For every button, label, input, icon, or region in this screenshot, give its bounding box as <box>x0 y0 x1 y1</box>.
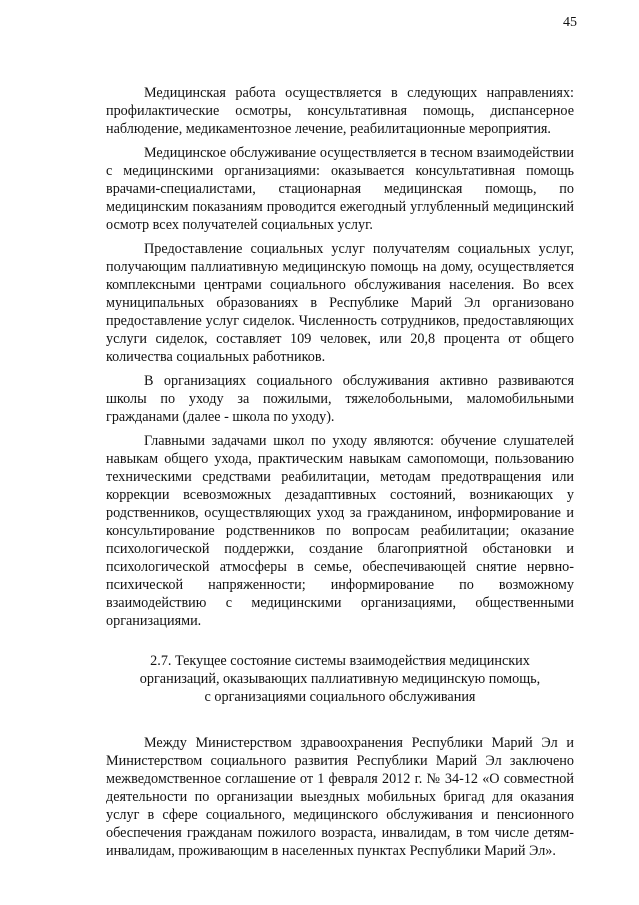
paragraph-school-tasks: Главными задачами школ по уходу являются: обучение слушателей навыкам общего ухода, практическим навыкам самопомощи, пользованию техническими средствами реабилитации, методам предотвращения или коррекции всевозможных дезадаптивных состояний, возникающих у родственников, осуществляющих уход за гражданином, информирование и консультирование родственников по вопросам реабилитации; оказание психологической поддержки, создание благоприятной обстановки и психологической атмосферы в семье, обеспечивающей снятие нервно-психической напряженности; информирование по возможному взаимодействию с медицинскими организациями, общественными организациями. <box>106 433 574 629</box>
paragraph-agreement: Между Министерством здравоохранения Республики Марий Эл и Министерством социального развития Республики Марий Эл заключено межведомственное соглашение от 1 февраля 2012 г. № 34-12 «О совместной деятельности по организации выездных мобильных бригад для оказания услуг в сфере социального, медицинского обслуживания и пенсионного обеспечения гражданам пожилого возраста, инвалидам, в том числе детям-инвалидам, проживающим в населенных пунктах Республики Марий Эл». <box>106 735 574 859</box>
paragraph-medical-service: Медицинское обслуживание осуществляется в тесном взаимодействии с медицинскими организациями: оказывается консультативная помощь врачами-специалистами, стационарная медицинская помощь, по медицинским показаниям проводится ежегодный углубленный медицинский осмотр всех получателей социальных услуг. <box>106 145 574 233</box>
document-body <box>106 84 574 866</box>
section-heading-line-2: организаций, оказывающих паллиативную медицинскую помощь, <box>139 671 541 687</box>
section-heading-line-3: с организациями социального обслуживания <box>204 689 476 705</box>
section-heading-line-1: 2.7. Текущее состояние системы взаимодействия медицинских <box>150 653 530 669</box>
paragraph-social-services: Предоставление социальных услуг получателям социальных услуг, получающим паллиативную медицинскую помощь на дому, осуществляется комплексными центрами социального обслуживания населения. Во всех муниципальных образованиях в Республике Марий Эл организовано предоставление услуг сиделок. Численность сотрудников, предоставляющих услуги сиделок, составляет 109 человек, или 20,8 процента от общего количества социальных работников. <box>106 241 574 365</box>
section-heading <box>106 652 574 706</box>
paragraph-care-schools: В организациях социального обслуживания активно развиваются школы по уходу за пожилыми, тяжелобольными, маломобильными гражданами (далее - школа по уходу). <box>106 373 574 425</box>
page-number: 45 <box>563 15 577 30</box>
paragraph-medical-work: Медицинская работа осуществляется в следующих направлениях: профилактические осмотры, консультативная помощь, диспансерное наблюдение, медикаментозное лечение, реабилитационные мероприятия. <box>106 85 574 137</box>
